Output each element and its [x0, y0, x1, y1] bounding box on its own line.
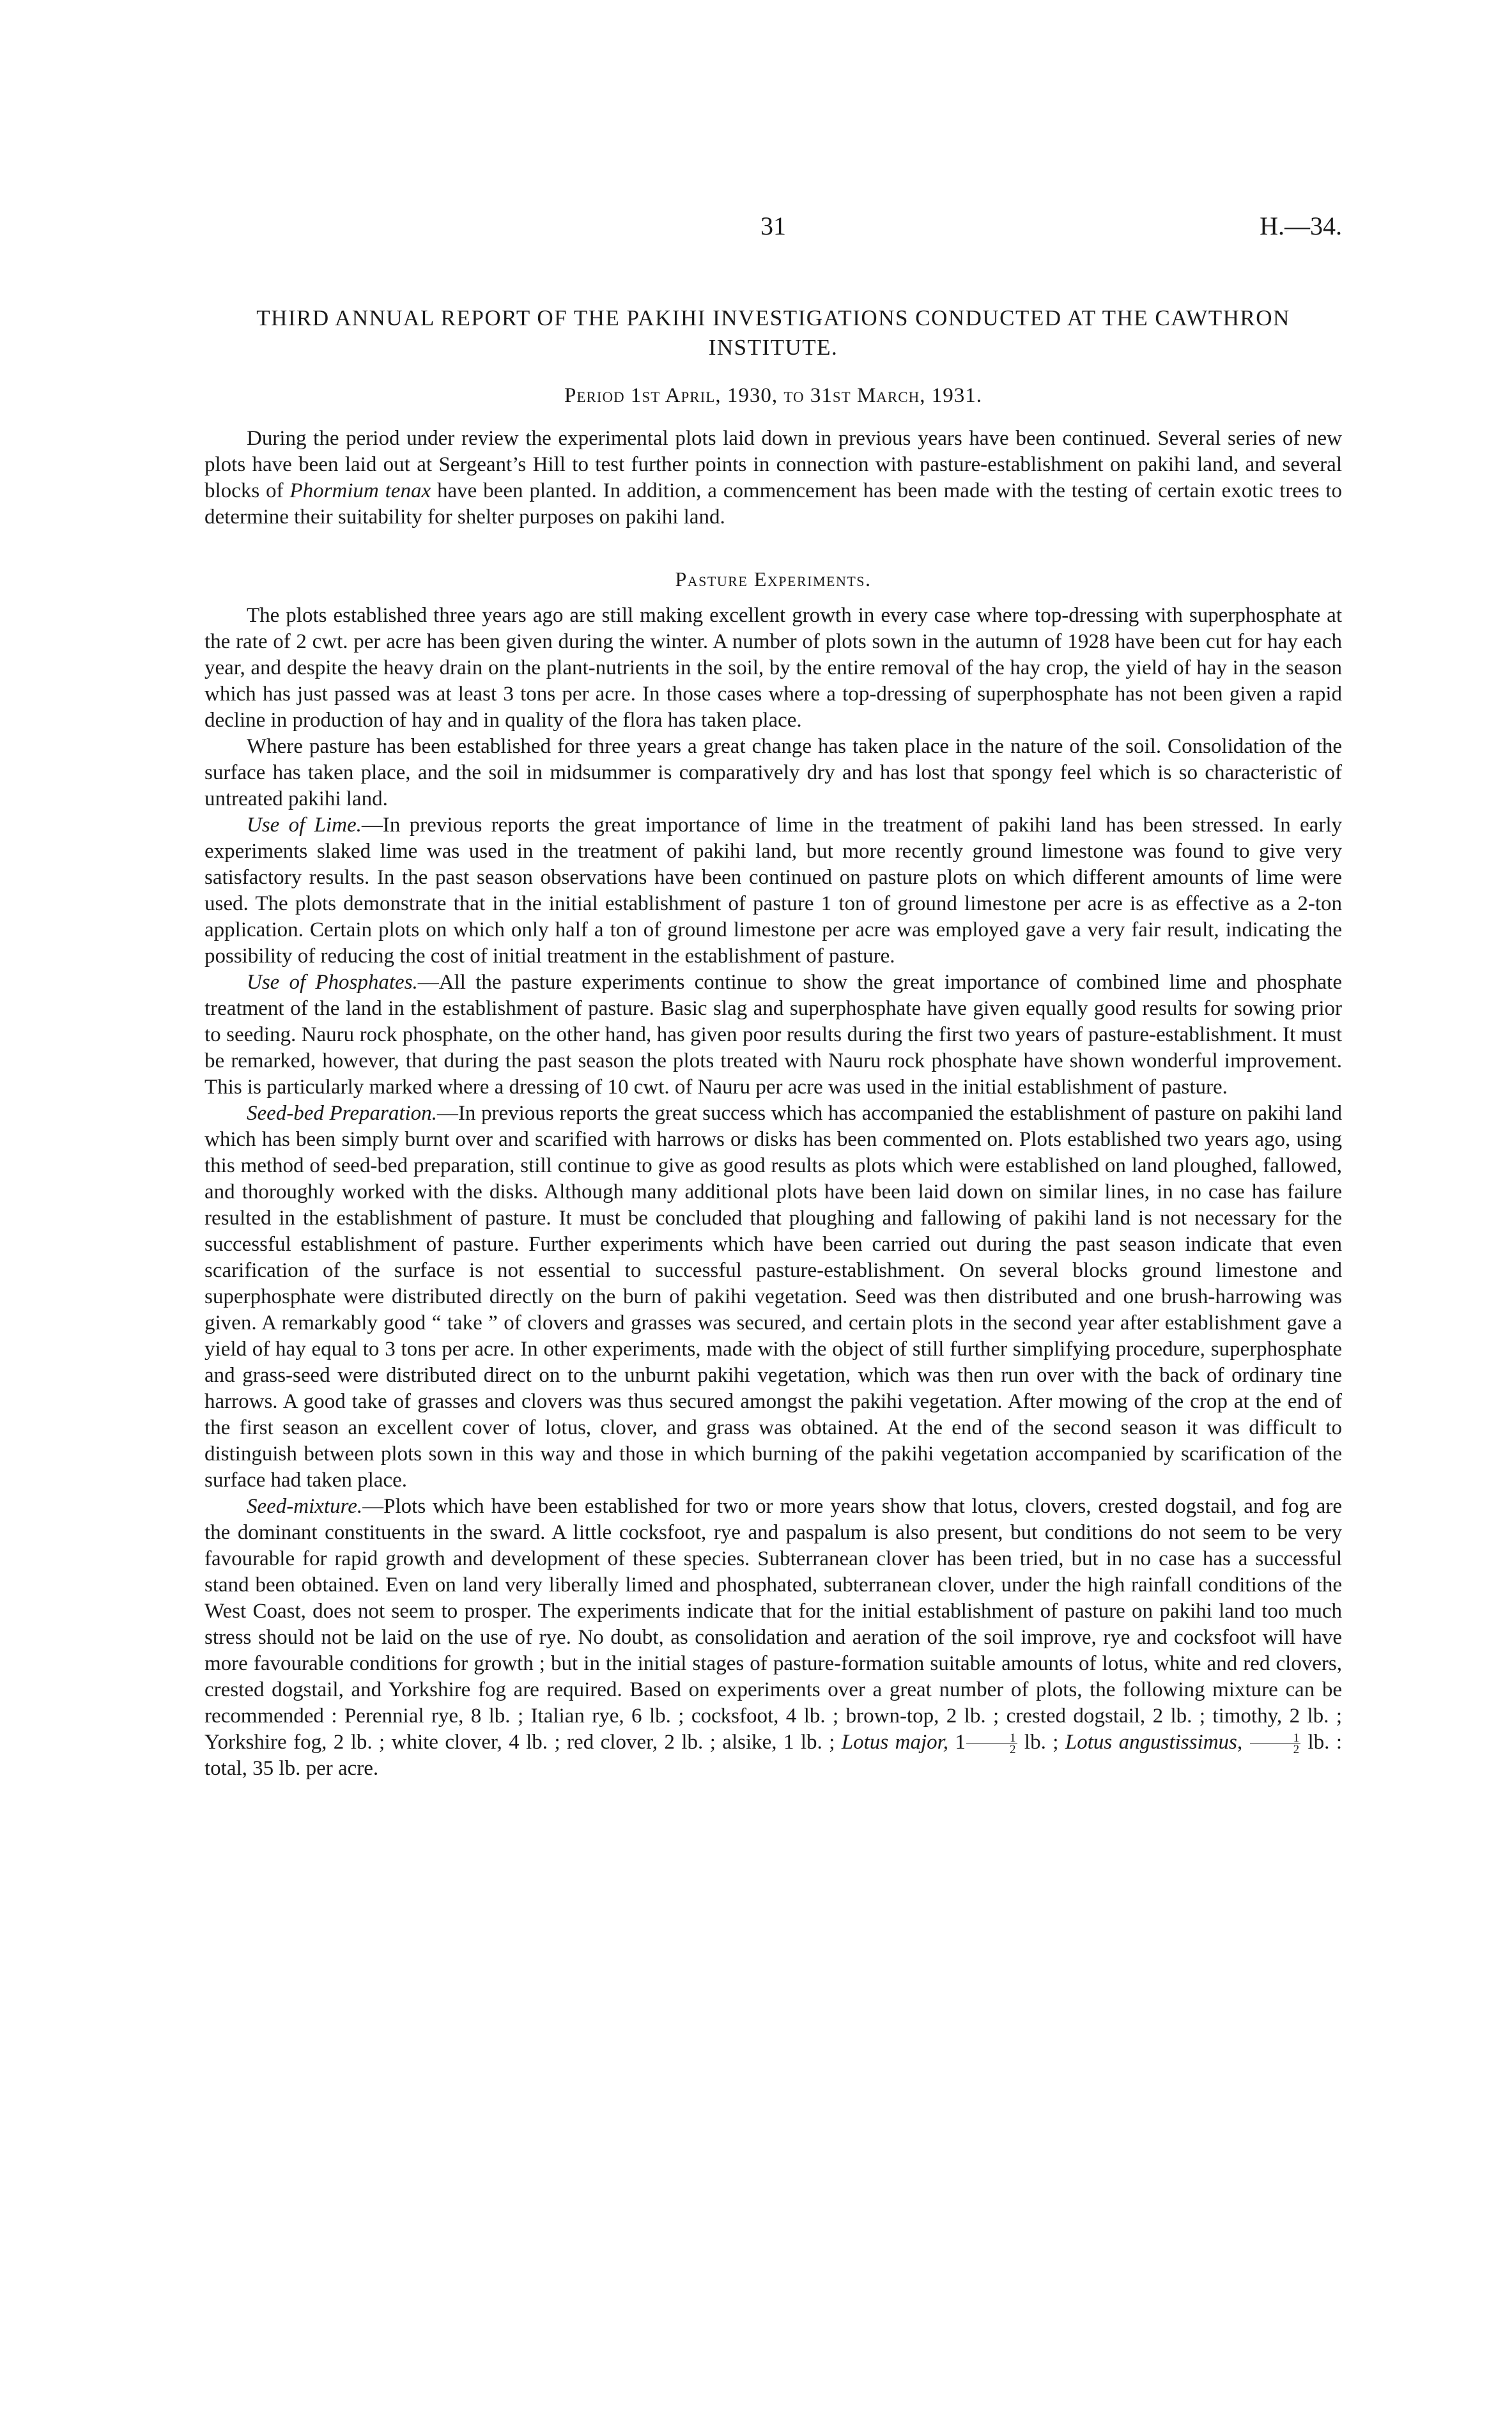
intro-text-1: During the period under review the experimental plots laid down in previous years have been continued. Several series of new plots have been laid out at Sergeant’s Hill to test further points in connection with pasture-establishment on pakihi land, and several blocks of — [204, 427, 1342, 502]
lotus-angustissimus-fraction — [1250, 1733, 1301, 1755]
seedmix-text: —Plots which have been established for two or more years show that lotus, clovers, crested dogstail, and fog are the dominant constituents in the sward. A little cocksfoot, rye and paspalum is also present, but conditions do not seem to be very favourable for rapid growth and development of these species. Subterranean clover has been tried, but in no case has a successful stand been obtained. Even on land very liberally limed and phosphated, subterranean clover, under the high rainfall conditions of the West Coast, does not seem to prosper. The experiments indicate that for the initial establishment of pasture on pakihi land too much stress should not be laid on the use of rye. No doubt, as consolidation and aeration of the soil improve, rye and cocksfoot will have more favourable conditions for growth ; but in the initial stages of pasture-formation suitable amounts of lotus, white and red clovers, crested dogstail, and Yorkshire fog are required. Based on experiments over a great number of plots, the following mixture can be recommended : Perennial rye, 8 lb. ; Italian rye, 6 lb. ; cocksfoot, 4 lb. ; brown-top, 2 lb. ; crested dogstail, 2 lb. ; timothy, 2 lb. ; Yorkshire fog, 2 lb. ; white clover, 4 lb. ; red clover, 2 lb. ; alsike, 1 lb. ; — [204, 1495, 1342, 1754]
fraction-denominator: 2 — [1293, 1742, 1300, 1756]
lotus-major-fraction — [966, 1733, 1017, 1755]
fraction-denominator: 2 — [1010, 1742, 1016, 1756]
lotus-major-unit: lb. ; — [1017, 1731, 1065, 1754]
phosphates-heading: Use of Phosphates. — [247, 971, 418, 994]
intro-text-2: have been planted. In addition, a commencement has been made with the testing of certain exotic trees to determine their suitability for shelter purposes on pakihi land. — [204, 479, 1342, 529]
species-name: Phormium tenax — [289, 479, 431, 502]
phosphates-text: —All the pasture experiments continue to show the great importance of combined lime and phosphate treatment of the land in the establishment of pasture. Basic slag and superphosphate have given equally good results for sowing prior to seeding. Nauru rock phosphate, on the other hand, has given poor results during the first two years of pasture-establishment. It must be remarked, however, that during the past season the plots treated with Nauru rock phosphate have shown wonderful improvement. This is particularly marked where a dressing of 10 cwt. of Nauru per acre was used in the initial establishment of pasture. — [204, 971, 1342, 1099]
seedmix-heading: Seed-mixture. — [247, 1495, 363, 1518]
document-page — [204, 211, 1342, 1782]
page-number: 31 — [760, 212, 786, 240]
paragraph-plots: The plots established three years ago are still making excellent growth in every case where top-dressing with superphosphate at the rate of 2 cwt. per acre has been given during the winter. A number of plots sown in the autumn of 1928 have been cut for hay each year, and despite the heavy drain on the plant-nutrients in the soil, by the entire removal of the hay crop, the yield of hay in the season which has just passed was at least 3 tons per acre. In those cases where a top-dressing of superphosphate has not been given a rapid decline in production of hay and in quality of the flora has taken place. — [204, 604, 1342, 732]
lotus-angustissimus-label: Lotus angustissimus, — [1065, 1731, 1243, 1754]
lime-heading: Use of Lime. — [247, 814, 362, 837]
seedmix-end: lb. : total, 35 lb. per acre. — [204, 1731, 1343, 1780]
paragraph-seedbed — [204, 1101, 1342, 1494]
seedbed-text: —In previous reports the great success which has accompanied the establishment of pasture on pakihi land which has been simply burnt over and scarified with harrows or disks has been commented on. Plots established two years ago, using this method of seed-bed preparation, still continue to give as good results as plots which were established on land ploughed, fallowed, and thoroughly worked with the disks. Although many additional plots have been laid down on similar lines, in no case has failure resulted in the establishment of pasture. It must be concluded that ploughing and fallowing of pakihi land is not necessary for the successful establishment of pasture. Further experiments which have been carried out during the past season indicate that even scarification of the surface is not essential to successful pasture-establishment. On several blocks ground limestone and superphosphate were distributed directly on the burn of pakihi vegetation. Seed was then distributed and one brush-harrowing was given. A remarkably good “ take ” of clovers and grasses was secured, and certain plots in the second year after establishment gave a yield of hay equal to 3 tons per acre. In other experiments, made with the object of still further simplifying procedure, superphosphate and grass-seed were distributed direct on to the unburnt pakihi vegetation, which was then run over with the back of ordinary tine harrows. A good take of grasses and clovers was thus secured amongst the pakihi vegetation. After mowing of the crop at the end of the first season an excellent cover of lotus, clover, and grass was obtained. At the end of the second season it was difficult to distinguish between plots sown in this way and those in which burning of the pakihi vegetation accompanied by scarification of the surface had taken place. — [204, 1102, 1342, 1492]
fraction-numerator: 1 — [1250, 1733, 1301, 1744]
paragraph-seed-mixture — [204, 1494, 1342, 1782]
document-reference: H.—34. — [1260, 212, 1342, 240]
lime-text: —In previous reports the great importance of lime in the treatment of pakihi land has been stressed. In early experiments slaked lime was used in the treatment of pakihi land, but more recently ground limestone was found to give very satisfactory results. In the past season observations have been continued on pasture plots on which different amounts of lime were used. The plots demonstrate that in the initial establishment of pasture 1 ton of ground limestone per acre is as effective as a 2-ton application. Certain plots on which only half a ton of ground limestone per acre was employed gave a very fair result, indicating the possibility of reducing the cost of initial treatment in the establishment of pasture. — [204, 814, 1342, 968]
lotus-major-amount: 1 — [948, 1731, 966, 1754]
page-header — [204, 211, 1342, 249]
report-title: THIRD ANNUAL REPORT OF THE PAKIHI INVESTIGATIONS CONDUCTED AT THE CAWTHRON INSTITUTE. — [256, 305, 1290, 360]
report-period: Period 1st April, 1930, to 31st March, 1931. — [564, 384, 982, 407]
lotus-major-label: Lotus major, — [841, 1731, 949, 1754]
seedbed-heading: Seed-bed Preparation. — [247, 1102, 437, 1125]
section-heading: Pasture Experiments. — [675, 568, 872, 591]
intro-paragraph — [204, 426, 1342, 530]
paragraph-soil: Where pasture has been established for three years a great change has taken place in the nature of the soil. Consolidation of the surface has taken place, and the soil in midsummer is comparatively dry and has lost that spongy feel which is so characteristic of untreated pakihi land. — [204, 735, 1342, 810]
paragraph-phosphates — [204, 970, 1342, 1101]
paragraph-lime — [204, 812, 1342, 970]
fraction-numerator: 1 — [966, 1733, 1017, 1744]
